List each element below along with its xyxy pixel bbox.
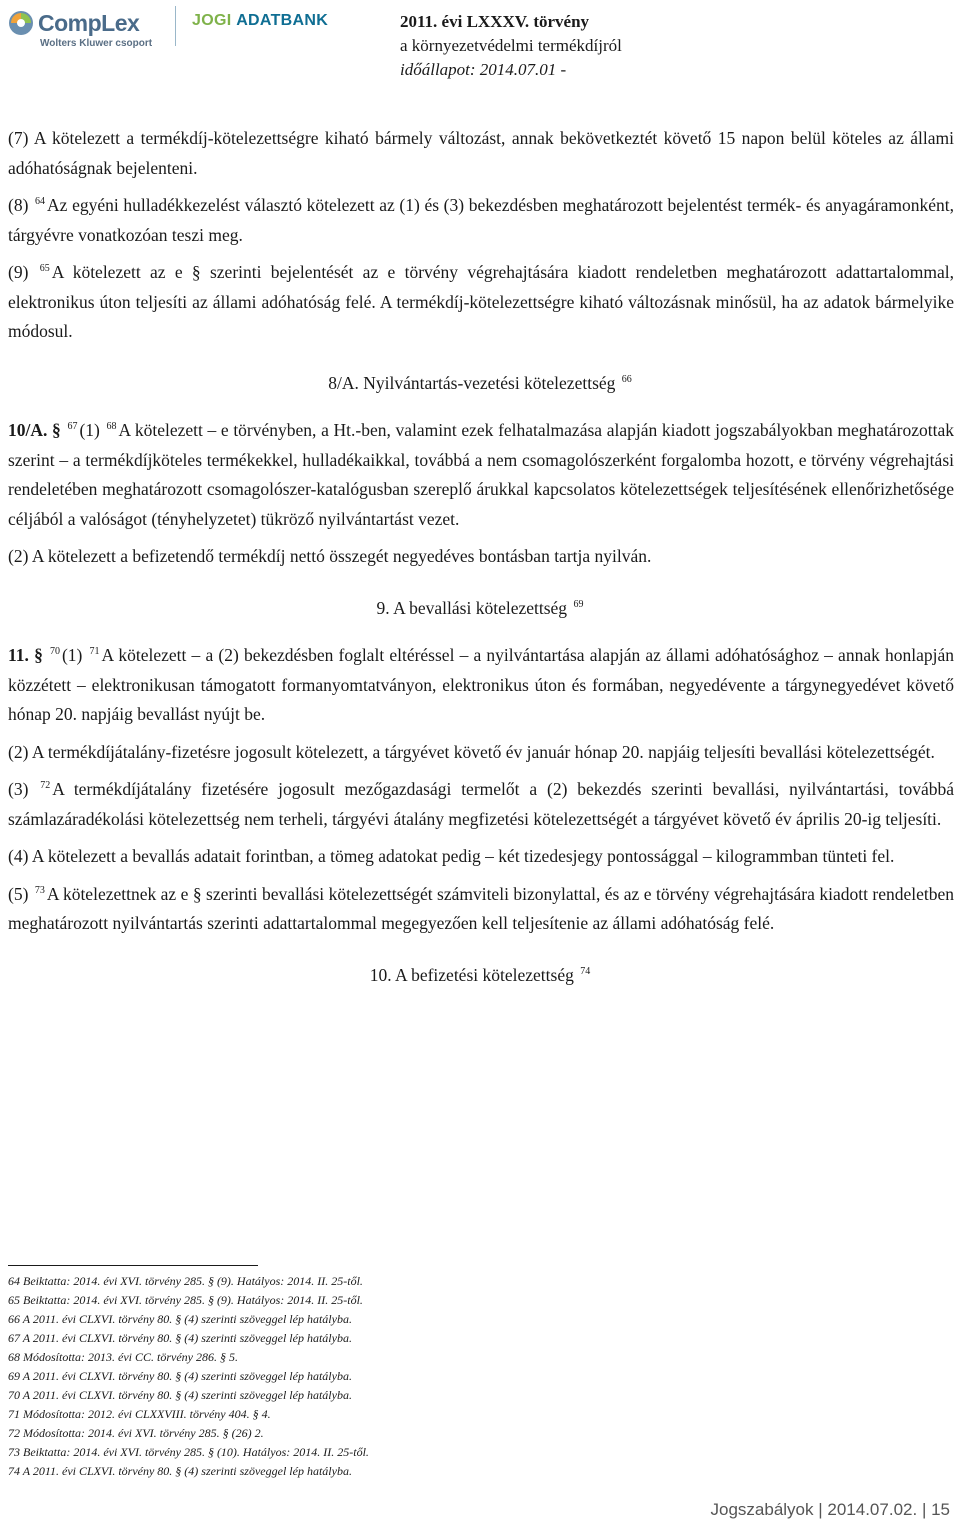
footer-date: 2014.07.02.	[827, 1500, 918, 1519]
section-10a-text: A kötelezett – e törvényben, a Ht.-ben, valamint ezek felhatalmazása alapján kiadott jogszabályokban meghatározottak szerint – a termékdíjköteles termékekkel, hulladékaikkal, továbbá a nem csomagolószerként forgalomba hozott, e törvény végrehajtási rendeletében meghatározott csomagolószer-katalógusban szereplő árukkal kapcsolatos kötelezettségek teljesítésének ellenőrizhetősége céljából a valóságot (tényhelyzetet) tükröző nyilvántartást vezet.	[8, 420, 955, 529]
page-number: 15	[931, 1500, 950, 1519]
footnote: 70 A 2011. évi CLXVI. törvény 80. § (4) szerinti szöveggel lép hatályba.	[8, 1388, 352, 1402]
law-status: időállapot: 2014.07.01 -	[400, 60, 567, 79]
section-10a-num: 10/A. §	[8, 420, 61, 440]
law-header	[400, 10, 622, 82]
paragraph-7: (7) A kötelezett a termékdíj-kötelezettségre kiható bármely változást, annak bekövetkeztét követő 15 napon belül köteles az állami adóhatóságnak bejelenteni.	[8, 128, 954, 178]
document-body	[8, 124, 954, 1008]
paragraph-9-text: A kötelezett az e § szerinti bejelentését az e törvény végrehajtására kiadott rendeletben meghatározott adattartalommal, elektronikus úton teljesíti az állami adóhatóság felé. A termékdíj-kötelezettségre kiható változásnak minősül, ha az adatok bármelyike módosul.	[8, 262, 955, 341]
section-11-4: (4) A kötelezett a bevallás adatait forintban, a tömeg adatokat pedig – két tizedesjegy pontossággal – kilogrammban tünteti fel.	[8, 846, 895, 866]
footnote: 64 Beiktatta: 2014. évi XVI. törvény 285. § (9). Hatályos: 2014. II. 25-től.	[8, 1274, 363, 1288]
section-10a-1	[8, 416, 954, 534]
footnote-ref-73[interactable]: 73	[34, 884, 45, 896]
footer-site: Jogszabályok	[710, 1500, 814, 1519]
page-footer	[711, 1500, 951, 1520]
footnote-ref-69[interactable]: 69	[573, 598, 584, 610]
section-10a-sub: (1)	[79, 420, 100, 440]
paragraph-8	[8, 191, 954, 250]
footnote: 65 Beiktatta: 2014. évi XVI. törvény 285. § (9). Hatályos: 2014. II. 25-től.	[8, 1293, 363, 1307]
section-11-3-text: A termékdíjátalány fizetésére jogosult mezőgazdasági termelőt a (2) bekezdés szerinti bevallási, nyilvántartási, továbbá számlazáradékolási kötelezettség nem terheli, tárgyévi átalány megfizetési kötelezettségét a tárgyévet követő év április 20-ig teljesíti.	[8, 779, 954, 829]
footnote-ref-67[interactable]: 67	[67, 421, 78, 432]
footnote: 73 Beiktatta: 2014. évi XVI. törvény 285. § (10). Hatályos: 2014. II. 25-től.	[8, 1445, 369, 1459]
complex-logo-mark-icon	[8, 10, 34, 36]
section-11-3	[8, 775, 954, 834]
footnote: 69 A 2011. évi CLXVI. törvény 80. § (4) szerinti szöveggel lép hatályba.	[8, 1369, 352, 1383]
footnote: 72 Módosította: 2014. évi XVI. törvény 285. § (26) 2.	[8, 1426, 264, 1440]
section-11-5-num: (5)	[8, 883, 29, 904]
section-title-8a-text: 8/A. Nyilvántartás-vezetési kötelezettség	[328, 372, 616, 393]
section-11-3-num: (3)	[8, 779, 29, 799]
section-10a-2: (2) A kötelezett a befizetendő termékdíj nettó összegét negyedéves bontásban tartja nyilván.	[8, 546, 652, 566]
law-title: 2011. évi LXXXV. törvény	[400, 12, 590, 31]
brand-sub: Wolters Kluwer csoport	[40, 38, 153, 49]
brand-name: CompLex	[38, 10, 140, 36]
paragraph-8-text: Az egyéni hulladékkezelést választó kötelezett az (1) és (3) bekezdésben meghatározott bejelentést termék- és anyagáramonként, tárgyévre vonatkozóan teszi meg.	[8, 195, 954, 245]
footnote: 74 A 2011. évi CLXVI. törvény 80. § (4) szerinti szöveggel lép hatályba.	[8, 1464, 352, 1478]
paragraph-8-num: (8)	[8, 195, 29, 215]
section-title-9	[8, 594, 954, 624]
footnote-ref-71[interactable]: 71	[89, 646, 100, 657]
footnote-ref-64[interactable]: 64	[35, 196, 46, 207]
footnote-ref-70[interactable]: 70	[49, 646, 60, 657]
footnote-ref-65[interactable]: 65	[39, 263, 50, 274]
footnotes	[8, 1272, 369, 1481]
logo-divider	[175, 6, 176, 46]
section-11-5	[8, 880, 954, 939]
product-a: JOGI	[192, 12, 232, 29]
footnote: 68 Módosította: 2013. évi CC. törvény 286. § 5.	[8, 1350, 238, 1364]
section-11-sub: (1)	[61, 645, 83, 665]
footer-sep: |	[818, 1500, 828, 1519]
section-11-num: 11. §	[8, 645, 43, 665]
paragraph-9-num: (9)	[8, 262, 29, 282]
section-11-1	[8, 641, 954, 730]
footnote: 67 A 2011. évi CLXVI. törvény 80. § (4) szerinti szöveggel lép hatályba.	[8, 1331, 352, 1345]
section-11-5-text: A kötelezettnek az e § szerinti bevallási kötelezettségét számviteli bizonylattal, és az e törvény végrehajtására kiadott rendeletben meghatározott nyilvántartás szerinti adattartalommal megegyezően kell teljesítenie az állami adóhatóság felé.	[8, 883, 954, 933]
section-11-text: A kötelezett – a (2) bekezdésben foglalt eltéréssel – a nyilvántartása alapján az állami adóhatósághoz – annak honlapján közzétett – elektronikusan támogatott formanyomtatványon, elektronikus úton és formában, negyedévente a tárgynegyedévet követő hónap 20. napjáig bevallást nyújt be.	[8, 645, 954, 724]
footer-sep: |	[921, 1500, 932, 1519]
section-title-10-text: 10. A befizetési kötelezettség	[369, 964, 574, 985]
footnote-ref-72[interactable]: 72	[40, 780, 51, 791]
law-subject: a környezetvédelmi termékdíjról	[400, 36, 622, 55]
section-11-2: (2) A termékdíjátalány-fizetésre jogosult kötelezett, a tárgyévet követő év január hónap 20. napjáig teljesíti bevallási kötelezettségét.	[8, 741, 935, 762]
product-b: ADATBANK	[236, 12, 329, 29]
footnote-divider	[8, 1265, 258, 1266]
section-title-9-text: 9. A bevallási kötelezettség	[376, 597, 568, 618]
footnote-ref-66[interactable]: 66	[621, 373, 632, 385]
footnote: 66 A 2011. évi CLXVI. törvény 80. § (4) szerinti szöveggel lép hatályba.	[8, 1312, 352, 1326]
section-title-8a	[8, 369, 954, 399]
footnote-ref-68[interactable]: 68	[106, 421, 117, 432]
section-title-10	[8, 961, 954, 991]
footnote-ref-74[interactable]: 74	[580, 965, 591, 977]
page-header	[0, 0, 960, 90]
jogi-adatbank-logo	[192, 12, 328, 30]
footnote: 71 Módosította: 2012. évi CLXXVIII. törvény 404. § 4.	[8, 1407, 271, 1421]
paragraph-9	[8, 258, 954, 347]
complex-logo	[8, 8, 168, 52]
